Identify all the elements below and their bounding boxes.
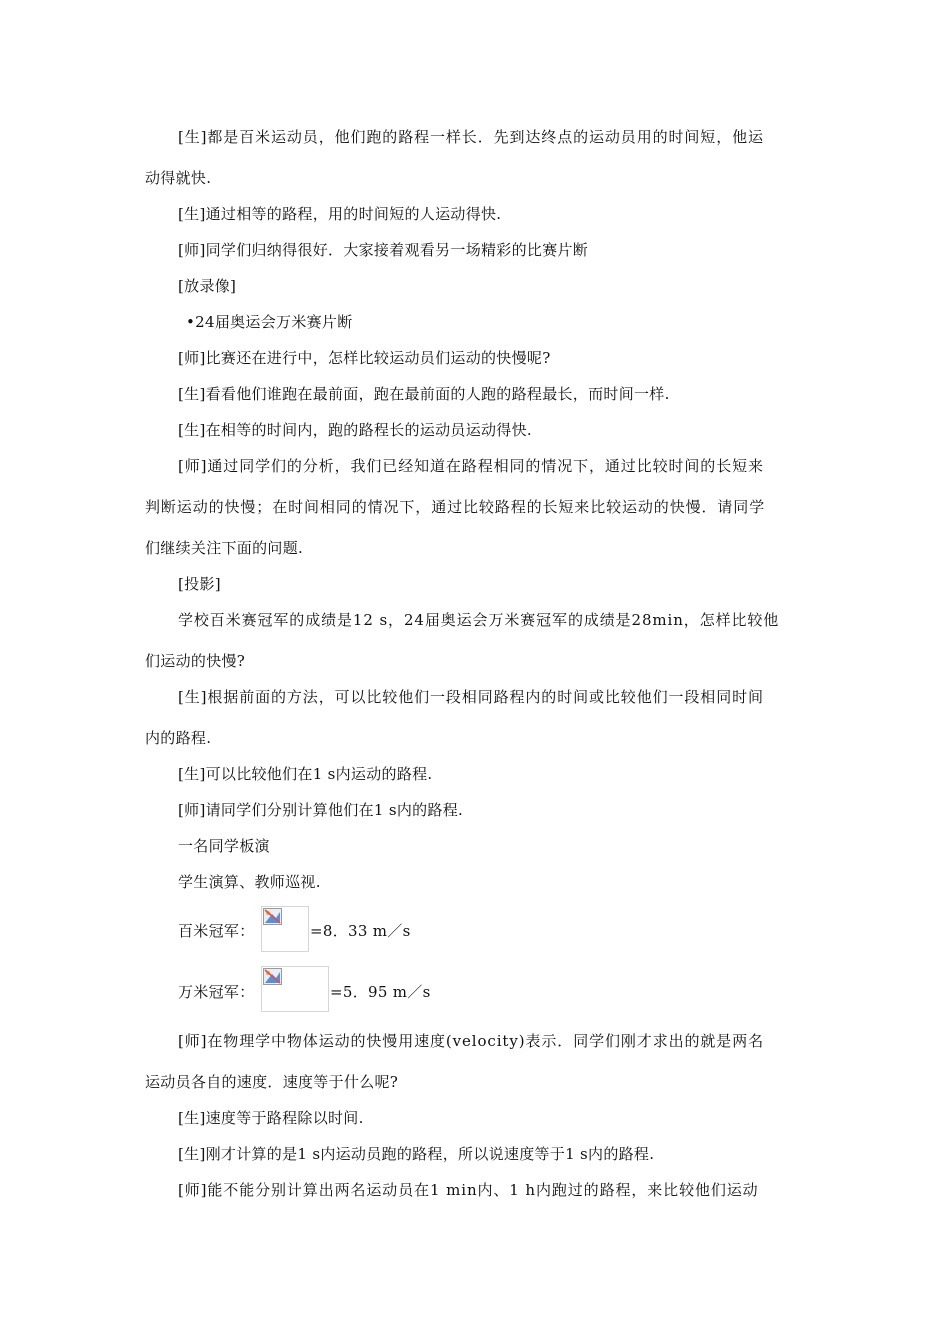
paragraph-line: [生]看看他们谁跑在最前面，跑在最前面的人跑的路程最长，而时间一样. — [178, 385, 670, 403]
paragraph-line: 们运动的快慢? — [145, 652, 246, 670]
bullet-line: •24届奥运会万米赛片断 — [186, 313, 353, 331]
paragraph-line: 动得就快. — [145, 169, 212, 187]
paragraph-line: [生]根据前面的方法，可以比较他们一段相同路程内的时间或比较他们一段相同时间 — [178, 688, 764, 706]
formula-result-hundred: =8．33 m／s — [310, 922, 411, 940]
paragraph-line: [师]在物理学中物体运动的快慢用速度(velocity)表示．同学们刚才求出的就是两名 — [178, 1032, 764, 1050]
paragraph-line: 内的路程. — [145, 729, 212, 747]
paragraph-line: [师]请同学们分别计算他们在1 s内的路程. — [178, 801, 464, 819]
paragraph-line: [生]速度等于路程除以时间. — [178, 1109, 364, 1127]
paragraph-line: [生]通过相等的路程，用的时间短的人运动得快. — [178, 205, 502, 223]
formula-label-ten-thousand: 万米冠军： — [178, 983, 255, 1001]
formula-label-hundred: 百米冠军： — [178, 922, 255, 940]
paragraph-line: [生]在相等的时间内，跑的路程长的运动员运动得快. — [178, 421, 532, 439]
paragraph-line: [生]刚才计算的是1 s内运动员跑的路程，所以说速度等于1 s内的路程. — [178, 1145, 655, 1163]
paragraph-line: [投影] — [178, 575, 221, 593]
paragraph-line: [生]都是百米运动员，他们跑的路程一样长．先到达终点的运动员用的时间短，他运 — [178, 128, 764, 146]
formula-image-placeholder — [261, 906, 309, 952]
paragraph-line: 判断运动的快慢；在时间相同的情况下，通过比较路程的长短来比较运动的快慢．请同学 — [145, 498, 766, 516]
formula-result-ten-thousand: =5．95 m／s — [330, 983, 431, 1001]
paragraph-line: 们继续关注下面的问题. — [145, 539, 304, 557]
paragraph-line: 运动员各自的速度．速度等于什么呢? — [145, 1073, 399, 1091]
paragraph-line: 一名同学板演 — [178, 837, 270, 855]
paragraph-line: [生]可以比较他们在1 s内运动的路程. — [178, 765, 433, 783]
paragraph-line: [放录像] — [178, 277, 237, 295]
paragraph-line: [师]比赛还在进行中，怎样比较运动员们运动的快慢呢? — [178, 349, 551, 367]
paragraph-line: [师]同学们归纳得很好．大家接着观看另一场精彩的比赛片断 — [178, 241, 589, 259]
formula-image-placeholder — [261, 966, 329, 1012]
paragraph-line: [师]能不能分别计算出两名运动员在1 min内、1 h内跑过的路程，来比较他们运动 — [178, 1181, 759, 1199]
broken-image-icon — [263, 908, 282, 925]
paragraph-line: [师]通过同学们的分析，我们已经知道在路程相同的情况下，通过比较时间的长短来 — [178, 457, 764, 475]
broken-image-icon — [263, 968, 282, 985]
paragraph-line: 学生演算、教师巡视. — [178, 873, 321, 891]
paragraph-line: 学校百米赛冠军的成绩是12 s，24届奥运会万米赛冠军的成绩是28min，怎样比较他 — [178, 611, 780, 629]
